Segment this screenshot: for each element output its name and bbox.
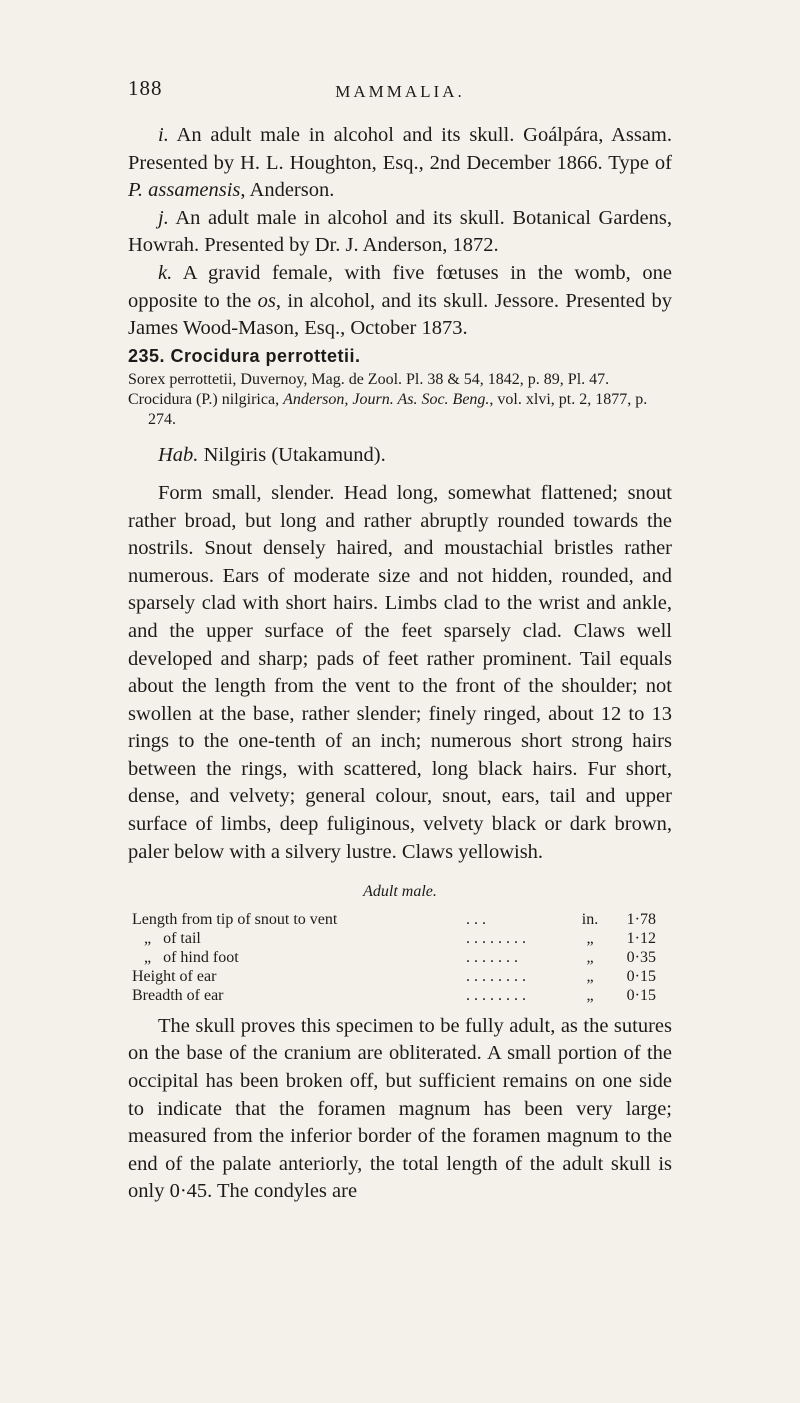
- measurement-label: Length from tip of snout to vent: [132, 910, 338, 928]
- page-number: 188: [128, 76, 163, 100]
- synonym-ref: , vol. xlvi, pt. 2, 1877, p. 274.: [148, 391, 648, 429]
- leader-dots: . . .: [462, 910, 490, 928]
- entry-text: , Anderson.: [240, 179, 335, 202]
- leader-dots: . . . . . . . .: [462, 967, 530, 985]
- measurement-value: 1·12: [626, 929, 656, 947]
- measurements-table: [132, 910, 656, 1005]
- entry-label: i.: [158, 124, 169, 146]
- habitat-text: Nilgiris (Utakamund).: [198, 444, 386, 467]
- measurement-label: Breadth of ear: [132, 986, 224, 1004]
- closing-paragraph: The skull proves this specimen to be fully adult, as the sutures on the base of the cranium are obliterated. A small portion of the occipital has been broken off, but sufficient remains on one side to indicate that the foramen magnum has been very large; measured from the inferior border of the foramen magnum to the end of the palate anteriorly, the total length of the adult skull is only 0·45. The condyles are: [128, 1014, 672, 1203]
- synonym-name: Crocidura (P.) nilgirica,: [128, 391, 284, 409]
- running-head: MAMMALIA.: [335, 82, 465, 101]
- leader-dots: . . . . . . .: [462, 948, 522, 966]
- specimen-entry-j: [128, 205, 672, 260]
- leader-dots: . . . . . . . .: [462, 929, 530, 947]
- entry-text: An adult male in alcohol and its skull. Goálpára, Assam. Presented by H. L. Houghton, Esq., 2nd December 1866. Type of: [128, 124, 672, 174]
- measurement-value: 0·15: [626, 986, 656, 1004]
- synonymy-line-1: Sorex perrottetii, Duvernoy, Mag. de Zool. Pl. 38 & 54, 1842, p. 89, Pl. 47.: [128, 371, 610, 389]
- description-paragraph: Form small, slender. Head long, somewhat flattened; snout rather broad, but long and rather abruptly rounded towards the nostrils. Snout densely haired, and moustachial bristles rather numerous. Ears of moderate size and not hidden, rounded, and sparsely clad with short hairs. Limbs clad to the wrist and ankle, and the upper surface of the feet sparsely clad. Claws well developed and sharp; pads of feet rather prominent. Tail equals about the length from the vent to the front of the shoulder; not swollen at the base, rather slender; finely ringed, about 12 to 13 rings to the one-tenth of an inch; numerous short strong hairs between the rings, with scattered, long black hairs. Fur short, dense, and velvety; general colour, snout, ears, tail and upper surface of limbs, deep fuliginous, velvety black or dark brown, paler below with a silvery lustre. Claws yellowish.: [128, 481, 672, 863]
- habitat-label: Hab.: [158, 444, 199, 467]
- measurement-value: 1·78: [626, 910, 656, 928]
- entry-text: A gravid female, with five fœtuses in the womb, one opposite to the: [128, 261, 672, 312]
- measurement-value: 0·15: [626, 967, 656, 985]
- measurement-row: [132, 986, 656, 1005]
- leader-dots: . . . . . . . .: [462, 986, 530, 1004]
- synonym-citation: Anderson, Journ. As. Soc. Beng.: [283, 391, 490, 409]
- measurement-row: [132, 967, 656, 986]
- entry-label: k.: [158, 261, 173, 284]
- entry-text: , in alcohol, and its skull. Jessore. Presented by James Wood-Mason, Esq., October 1873.: [128, 289, 672, 340]
- habitat-line: [128, 442, 672, 470]
- entry-label: j.: [158, 206, 169, 229]
- species-heading: 235. Crocidura perrottetii.: [128, 345, 361, 366]
- entry-term: os: [257, 289, 276, 312]
- specimen-entry-k: [128, 260, 672, 343]
- measurement-row: [132, 948, 656, 967]
- measurement-unit: „: [586, 929, 594, 947]
- measurement-label: „ of hind foot: [132, 948, 239, 966]
- measurement-value: 0·35: [626, 948, 656, 966]
- measurement-unit: „: [586, 948, 594, 966]
- synonymy-line-2: [128, 390, 672, 430]
- measurement-row: [132, 929, 656, 948]
- measurement-label: Height of ear: [132, 967, 217, 985]
- page-body: [128, 122, 672, 1206]
- species-name: P. assamensis: [128, 179, 241, 202]
- entry-text: An adult male in alcohol and its skull. Botanical Gardens, Howrah. Presented by Dr. J. Anderson, 1872.: [128, 206, 672, 257]
- measurement-label: „ of tail: [132, 929, 201, 947]
- measurement-unit: in.: [581, 910, 599, 928]
- measurement-row: [132, 910, 656, 929]
- measurement-unit: „: [586, 967, 594, 985]
- specimen-entry-i: [128, 122, 672, 205]
- measurements-heading: Adult male.: [363, 883, 437, 901]
- measurement-unit: „: [586, 986, 594, 1004]
